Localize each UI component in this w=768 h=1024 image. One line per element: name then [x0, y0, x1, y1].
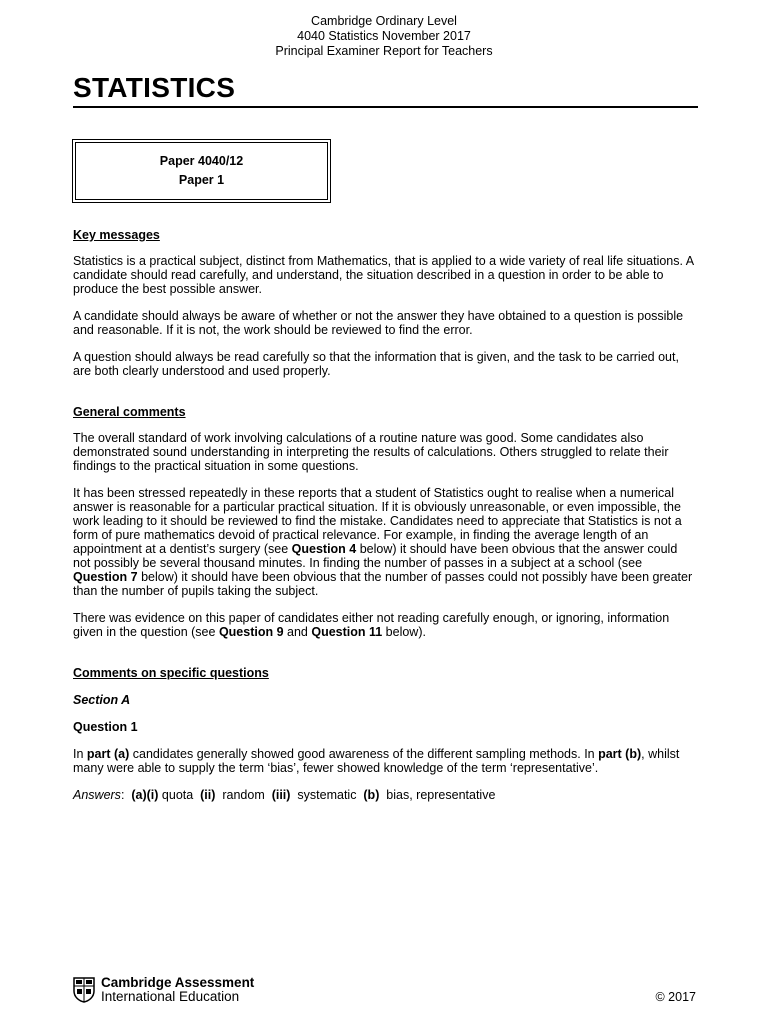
subject-title: STATISTICS [73, 72, 236, 103]
specific-comments-heading: Comments on specific questions [73, 666, 269, 680]
text-span: candidates generally showed good awareness of the different sampling methods. In [129, 747, 599, 761]
copyright: © 2017 [655, 990, 696, 1004]
logo-text [101, 976, 254, 1004]
answer-value: quota [158, 788, 201, 802]
answers-label: Answers [73, 788, 121, 802]
key-messages-heading: Key messages [73, 228, 160, 242]
question-1-answers [73, 788, 698, 802]
key-messages-p1: Statistics is a practical subject, distinct from Mathematics, that is applied to a wide variety of real life situations. A candidate should read carefully, and understand, the situation described in a question in order to be able to produce the best possible answer. [73, 254, 694, 296]
question-ref: Question 7 [73, 570, 138, 584]
general-comments-p3 [73, 611, 698, 639]
shield-icon [73, 977, 95, 1003]
text-span: , whilst many were able to supply the term ‘bias’, fewer showed knowledge of the term ‘representative’. [73, 747, 680, 775]
report-body [73, 228, 698, 802]
general-comments-p1: The overall standard of work involving calculations of a routine nature was good. Some candidates also demonstrated sound understanding in interpreting the results of calculations. Others struggled to relate their findings to the practical situation in some questions. [73, 431, 669, 473]
text-span: : [120, 788, 132, 802]
title-rule [73, 106, 698, 108]
text-span: In [73, 747, 87, 761]
header-line-1: Cambridge Ordinary Level [311, 14, 457, 28]
cambridge-logo [73, 976, 254, 1004]
text-span: below) it should have been obvious that the number of passes could not possibly have been greater than the number of pupils taking the subject. [73, 570, 693, 598]
answer-value: bias, representative [379, 788, 496, 802]
question-ref: Question 9 [218, 625, 284, 639]
question-1-comment [73, 747, 698, 775]
header-line-2: 4040 Statistics November 2017 [297, 29, 471, 43]
text-span: It has been stressed repeatedly in these reports that a student of Statistics ought to realise when a numerical answer is reasonable for a particular practical situation. If it is obviously unreasonable, or even impossible, the work leading to it should be reviewed to find the mistake. Candidates need to appreciate that Statistics is not a form of pure mathematics devoid of practical relevance. For example, in finding the average length of an appointment at a dentist’s surgery (see [73, 486, 682, 556]
answer-value: random [215, 788, 272, 802]
header-line-3: Principal Examiner Report for Teachers [275, 44, 493, 58]
question-ref: Question 11 [311, 625, 383, 639]
text-span: There was evidence on this paper of candidates either not reading carefully enough, or ignoring, information given in the question (see [73, 611, 670, 639]
answer-part: (a)(i) [131, 788, 159, 802]
paper-box-inner [75, 142, 328, 200]
answer-value: systematic [290, 788, 364, 802]
part-ref: part (b) [598, 747, 642, 761]
text-span: below). [382, 625, 426, 639]
section-heading: Section A [73, 693, 131, 707]
key-messages-p3: A question should always be read carefully so that the information that is given, and the task to be carried out, are both clearly understood and used properly. [73, 350, 679, 378]
general-comments-p2 [73, 486, 698, 598]
text-span: and [283, 625, 312, 639]
answer-part: (ii) [200, 788, 216, 802]
paper-number: Paper 4040/12 [159, 154, 244, 168]
text-span: below) it should have been obvious that the answer could not possibly be several thousand minutes. In finding the number of passes in a subject at a school (see [73, 542, 678, 570]
report-header [0, 14, 768, 59]
logo-line-2: International Education [101, 989, 240, 1004]
paper-box [72, 139, 331, 203]
answer-part: (iii) [271, 788, 291, 802]
answer-part: (b) [363, 788, 380, 802]
part-ref: part (a) [86, 747, 130, 761]
paper-name: Paper 1 [178, 173, 225, 187]
key-messages-p2: A candidate should always be aware of whether or not the answer they have obtained to a question is possible and reasonable. If it is not, the work should be reviewed to find the error. [73, 309, 684, 337]
question-heading: Question 1 [73, 720, 138, 734]
question-ref: Question 4 [291, 542, 357, 556]
logo-line-1: Cambridge Assessment [101, 975, 255, 990]
general-comments-heading: General comments [73, 405, 186, 419]
